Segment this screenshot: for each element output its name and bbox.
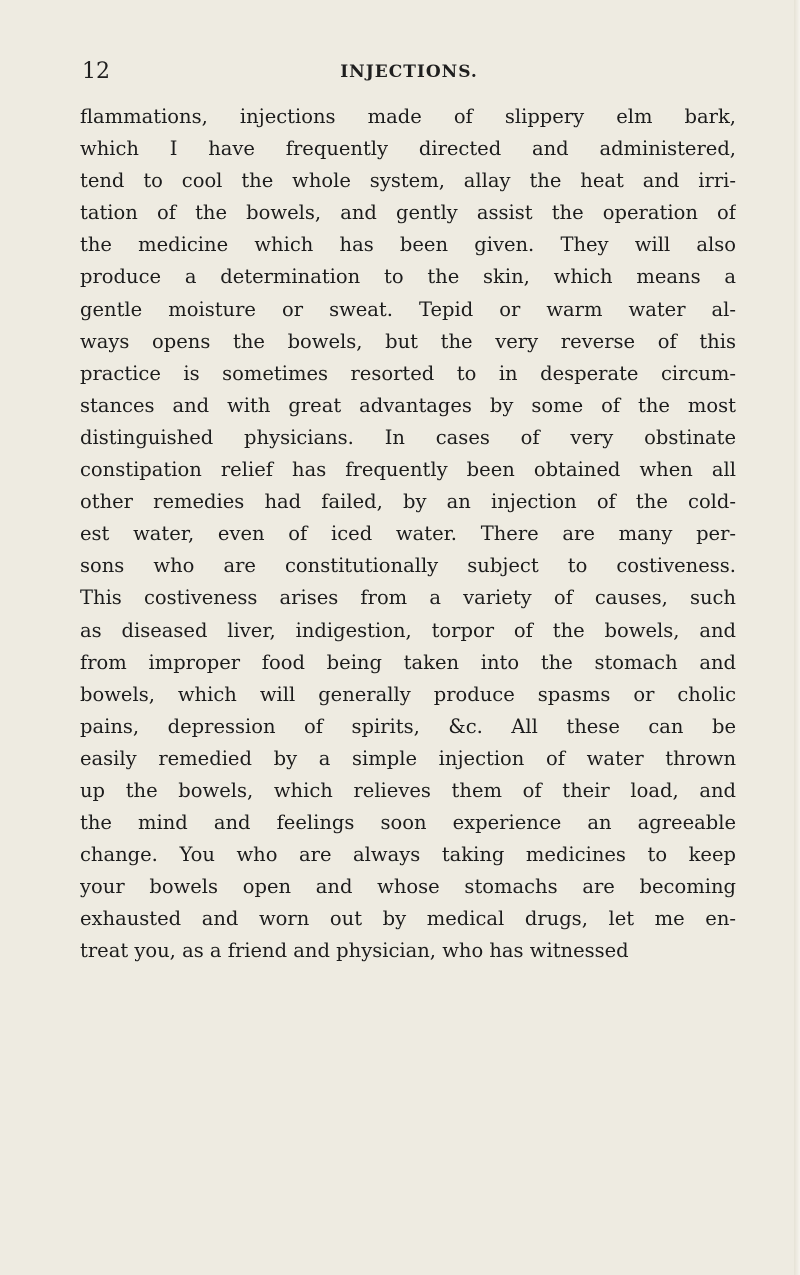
text-line: other remedies had failed, by an injection of the cold- [80, 490, 736, 514]
text-line: est water, even of iced water. There are many per- [80, 522, 736, 546]
text-line: up the bowels, which relieves them of their load, and [80, 778, 736, 802]
text-line: your bowels open and whose stomachs are becoming [80, 875, 736, 899]
page-edge [794, 0, 800, 1275]
text-line: practice is sometimes resorted to in desperate circum- [80, 361, 736, 385]
text-line: sons who are constitutionally subject to costiveness. [80, 554, 736, 578]
text-line: distinguished physicians. In cases of very obstinate [80, 425, 736, 449]
text-line: exhausted and worn out by medical drugs, let me en- [80, 907, 736, 931]
text-line: which I have frequently directed and administered, [80, 137, 736, 161]
page-number: 12 [82, 59, 110, 84]
text-line: This costiveness arises from a variety of causes, such [80, 586, 736, 610]
text-line: stances and with great advantages by some of the most [80, 393, 736, 417]
text-line: tend to cool the whole system, allay the heat and irri- [80, 169, 736, 193]
text-line: constipation relief has frequently been obtained when all [80, 458, 736, 482]
text-line: from improper food being taken into the stomach and [80, 650, 736, 674]
running-title: INJECTIONS. [340, 62, 478, 82]
text-line: change. You who are always taking medicines to keep [80, 843, 736, 867]
text-line: ways opens the bowels, but the very reverse of this [80, 329, 736, 353]
text-line: the mind and feelings soon experience an agreeable [80, 811, 736, 835]
text-line: produce a determination to the skin, which means a [80, 265, 736, 289]
text-line: treat you, as a friend and physician, who has witnessed [80, 939, 629, 963]
running-head [82, 56, 736, 88]
text-line: as diseased liver, indigestion, torpor of the bowels, and [80, 618, 736, 642]
text-line: easily remedied by a simple injection of water thrown [80, 746, 736, 770]
text-line: pains, depression of spirits, &c. All these can be [80, 714, 736, 738]
text-line: flammations, injections made of slippery elm bark, [80, 105, 736, 128]
text-line: gentle moisture or sweat. Tepid or warm water al- [80, 297, 736, 321]
body-text [80, 101, 736, 968]
text-line: the medicine which has been given. They will also [80, 233, 736, 257]
text-line: tation of the bowels, and gently assist the operation of [80, 201, 736, 225]
text-line: bowels, which will generally produce spasms or cholic [80, 682, 736, 706]
